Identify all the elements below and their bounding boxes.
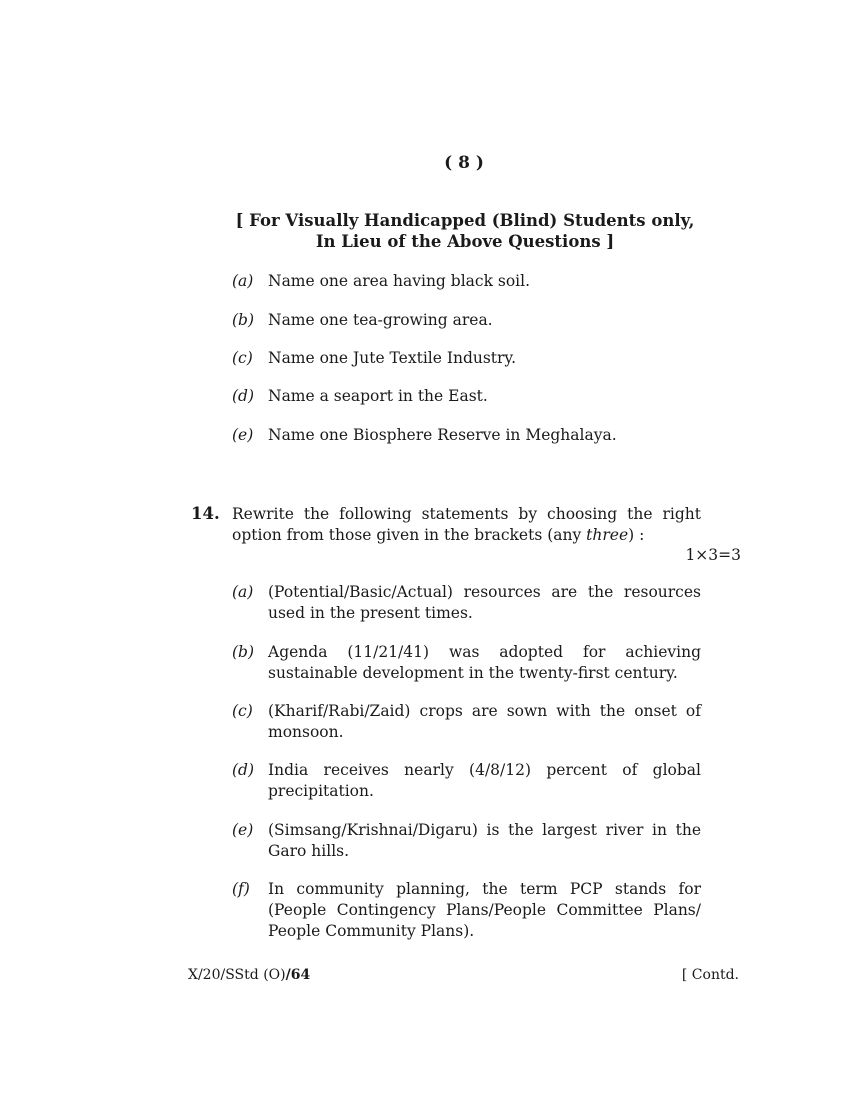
paper-code xyxy=(188,965,310,985)
item-label: (f) xyxy=(232,880,250,898)
item-text-line: In community planning, the term PCP stands for xyxy=(268,880,701,898)
item-label: (e) xyxy=(232,821,254,839)
item-label: (d) xyxy=(232,387,255,405)
item-text-line: (Kharif/Rabi/Zaid) crops are sown with the onset of xyxy=(268,702,701,720)
paper-code-bold: /64 xyxy=(285,967,311,983)
item-label: (a) xyxy=(232,583,254,601)
section-header-line-2: In Lieu of the Above Questions ] xyxy=(315,232,615,251)
continued-note: [ Contd. xyxy=(681,967,739,983)
item-label: (d) xyxy=(232,761,255,779)
section-header-line-1: [ For Visually Handicapped (Blind) Students only, xyxy=(235,211,695,230)
item-text-line: People Community Plans). xyxy=(268,922,475,940)
question-text-line-2 xyxy=(232,525,644,545)
item-text-line: (People Contingency Plans/People Committee Plans/ xyxy=(268,901,701,919)
item-label: (e) xyxy=(232,426,254,444)
item-text-line: India receives nearly (4/8/12) percent of global xyxy=(268,761,701,779)
item-text-line: sustainable development in the twenty-first century. xyxy=(268,664,678,682)
item-text: Name one Jute Textile Industry. xyxy=(268,349,517,367)
paper-code-text: X/20/SStd (O) xyxy=(188,967,286,983)
item-text-line: precipitation. xyxy=(268,782,374,800)
item-text: Name one Biosphere Reserve in Meghalaya. xyxy=(268,426,617,444)
item-text: Name one area having black soil. xyxy=(268,272,531,290)
page-number: ( 8 ) xyxy=(444,153,484,173)
item-text: Name a seaport in the East. xyxy=(268,387,488,405)
item-label: (b) xyxy=(232,643,255,661)
question-text: ) : xyxy=(628,526,645,544)
item-label: (c) xyxy=(232,702,253,720)
item-text-line: Agenda (11/21/41) was adopted for achieving xyxy=(268,643,701,661)
item-text-line: used in the present times. xyxy=(268,604,473,622)
item-label: (a) xyxy=(232,272,254,290)
question-emphasis: three xyxy=(586,526,629,544)
question-number: 14. xyxy=(191,504,220,523)
item-text-line: monsoon. xyxy=(268,723,344,741)
item-text-line: Garo hills. xyxy=(268,842,350,860)
item-label: (b) xyxy=(232,311,255,329)
item-text-line: (Simsang/Krishnai/Digaru) is the largest river in the xyxy=(268,821,701,839)
question-text-line-1: Rewrite the following statements by choosing the right xyxy=(232,505,701,523)
item-text: Name one tea-growing area. xyxy=(268,311,493,329)
marks: 1×3=3 xyxy=(685,546,741,564)
item-text-line: (Potential/Basic/Actual) resources are the resources xyxy=(268,583,701,601)
item-label: (c) xyxy=(232,349,253,367)
question-text: option from those given in the brackets (any xyxy=(232,526,587,544)
